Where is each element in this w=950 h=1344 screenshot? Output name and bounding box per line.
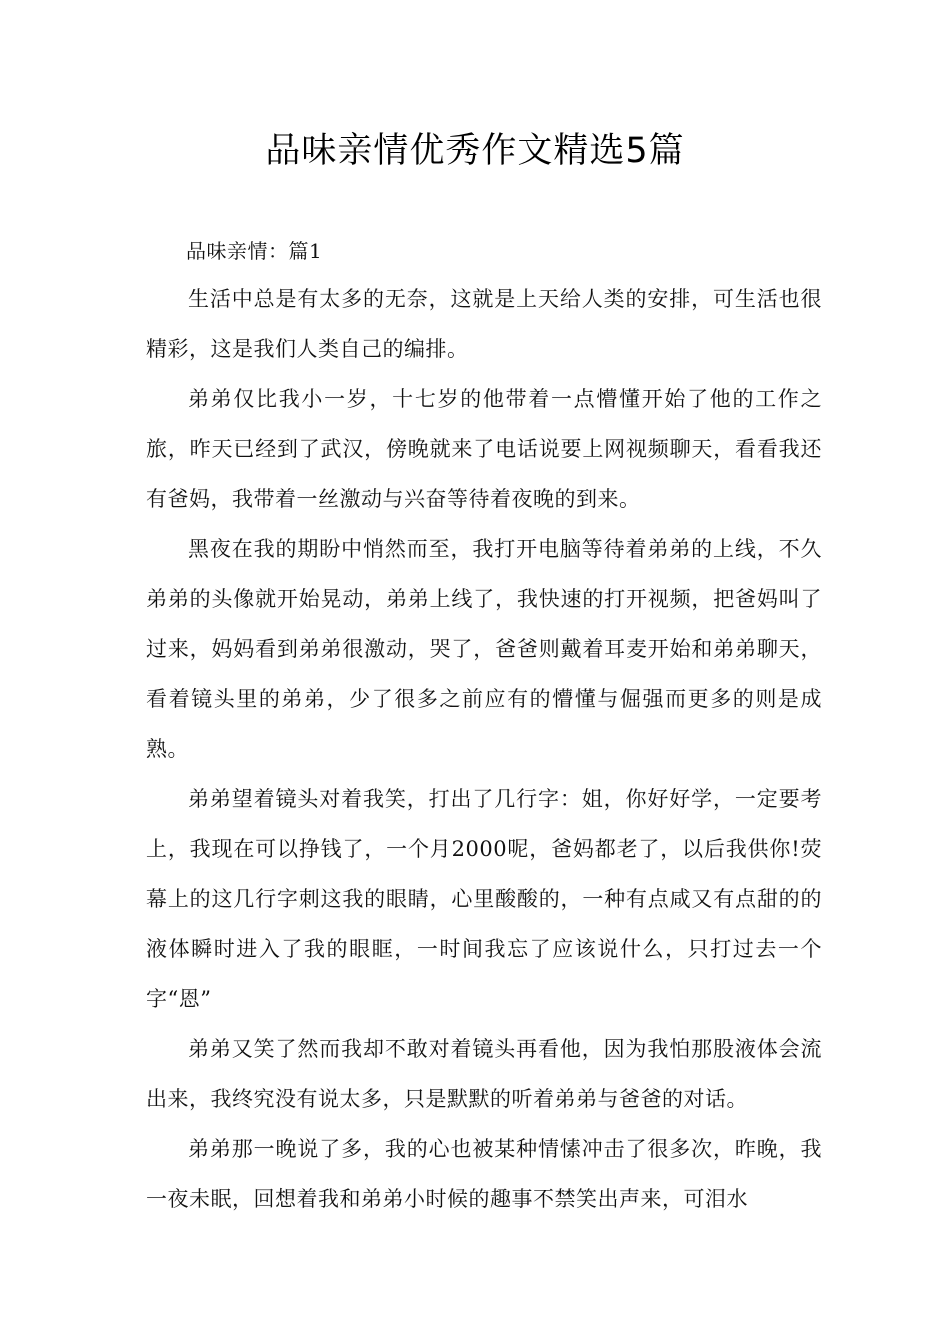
- document-body: [146, 228, 822, 1224]
- section-heading: 品味亲情：篇1: [186, 239, 323, 263]
- paragraph-3: 黑夜在我的期盼中悄然而至，我打开电脑等待着弟弟的上线，不久弟弟的头像就开始晃动，弟弟上线了，我快速的打开视频，把爸妈叫了过来，妈妈看到弟弟很激动，哭了，爸爸则戴着耳麦开始和弟弟聊天，看着镜头里的弟弟，少了很多之前应有的懵懂与倔强而更多的则是成熟。: [146, 537, 822, 761]
- paragraph-5: 弟弟又笑了然而我却不敢对着镜头再看他，因为我怕那股液体会流出来，我终究没有说太多，只是默默的听着弟弟与爸爸的对话。: [146, 1037, 822, 1111]
- paragraph-6: 弟弟那一晚说了多，我的心也被某种情愫冲击了很多次，昨晚，我一夜未眠，回想着我和弟弟小时候的趣事不禁笑出声来，可泪水: [146, 1137, 822, 1211]
- paragraph-4: 弟弟望着镜头对着我笑，打出了几行字：姐，你好好学，一定要考上，我现在可以挣钱了，一个月2000呢，爸妈都老了，以后我供你!荧幕上的这几行字刺这我的眼睛，心里酸酸的，一种有点咸又有点甜的的液体瞬时进入了我的眼眶，一时间我忘了应该说什么，只打过去一个字“恩”: [146, 787, 822, 1011]
- paragraph-2: 弟弟仅比我小一岁，十七岁的他带着一点懵懂开始了他的工作之旅，昨天已经到了武汉，傍晚就来了电话说要上网视频聊天，看看我还有爸妈，我带着一丝激动与兴奋等待着夜晚的到来。: [146, 387, 822, 511]
- document-title: 品味亲情优秀作文精选5篇: [265, 131, 685, 171]
- paragraph-1: 生活中总是有太多的无奈，这就是上天给人类的安排，可生活也很精彩，这是我们人类自己的编排。: [146, 287, 822, 361]
